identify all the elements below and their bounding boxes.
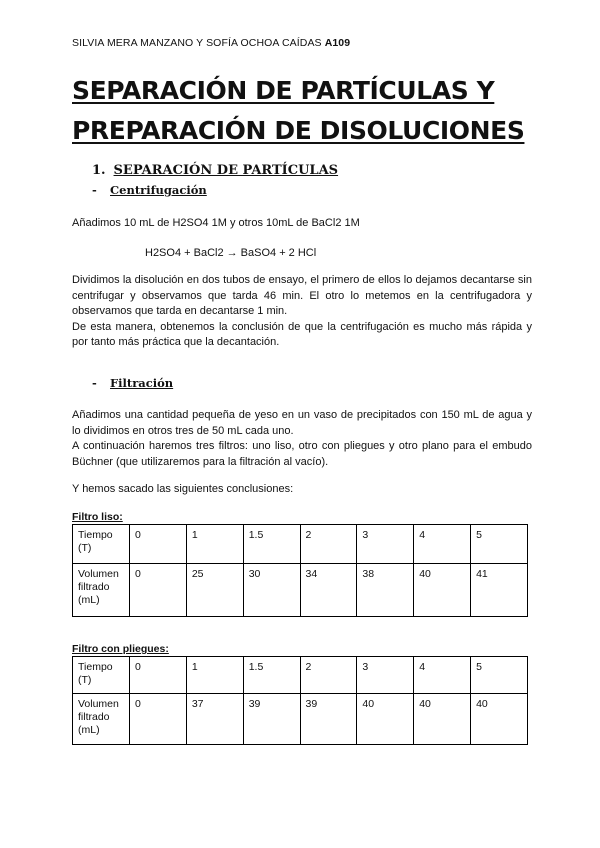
- document-title-line-2: PREPARACIÓN DE DISOLUCIONES: [72, 116, 525, 145]
- paragraph-centrifugation-results: [72, 273, 532, 351]
- table-filtro-pliegues: [72, 656, 528, 745]
- table-row-tiempo: [73, 657, 528, 694]
- table-cell: 2: [300, 657, 357, 694]
- table-cell: 3: [357, 525, 414, 564]
- row-label-volumen: Volumen filtrado (mL): [73, 564, 130, 617]
- paragraph-yeso: Añadimos una cantidad pequeña de yeso en un vaso de precipitados con 150 mL de agua y lo dividimos en otros tres de 50 mL cada uno.: [72, 409, 532, 437]
- section-title: SEPARACIÓN DE PARTÍCULAS: [113, 163, 339, 178]
- table-cell: 0: [130, 564, 187, 617]
- group-code: A109: [324, 37, 351, 49]
- table-cell: 4: [414, 657, 471, 694]
- table-cell: 5: [471, 657, 528, 694]
- table-cell: 2: [300, 525, 357, 564]
- table-cell: 39: [300, 694, 357, 745]
- document-title-line-1: SEPARACIÓN DE PARTÍCULAS Y: [72, 76, 495, 105]
- table-cell: 0: [130, 525, 187, 564]
- table-cell: 38: [357, 564, 414, 617]
- table-cell: 40: [414, 694, 471, 745]
- paragraph-decantation: Dividimos la disolución en dos tubos de ensayo, el primero de ellos lo dejamos decantarse sin centrifugar y observamos que tarda 46 min. El otro lo metemos en la centrifugadora y observamos que tarda en decantarse 1 min.: [72, 274, 532, 317]
- table-cell: 39: [243, 694, 300, 745]
- table-cell: 40: [414, 564, 471, 617]
- table-row-volumen: [73, 564, 528, 617]
- paragraph-conclusions-intro: Y hemos sacado las siguientes conclusiones:: [72, 483, 294, 495]
- section-number: 1.: [92, 163, 106, 178]
- table-cell: 5: [471, 525, 528, 564]
- table-label-filtro-liso: Filtro liso:: [72, 511, 123, 523]
- row-label-tiempo: Tiempo (T): [73, 525, 130, 564]
- table-cell: 1: [186, 525, 243, 564]
- section-heading-separacion: [92, 163, 338, 178]
- page-header: [72, 37, 350, 49]
- table-cell: 1.5: [243, 525, 300, 564]
- table-filtro-liso: [72, 524, 528, 617]
- table-label-filtro-pliegues: Filtro con pliegues:: [72, 643, 169, 655]
- table-cell: 0: [130, 694, 187, 745]
- table-cell: 34: [300, 564, 357, 617]
- row-label-volumen: Volumen filtrado (mL): [73, 694, 130, 745]
- table-cell: 4: [414, 525, 471, 564]
- table-cell: 1.5: [243, 657, 300, 694]
- table-cell: 30: [243, 564, 300, 617]
- chemical-equation: H2SO4 + BaCl2 → BaSO4 + 2 HCl: [145, 247, 317, 259]
- paragraph-filtration-setup: [72, 408, 532, 470]
- table-row-tiempo: [73, 525, 528, 564]
- bullet-dash: -: [92, 183, 97, 197]
- table-cell: 40: [357, 694, 414, 745]
- bullet-dash: -: [92, 376, 97, 390]
- paragraph-conclusion: De esta manera, obtenemos la conclusión de que la centrifugación es mucho más rápida y por tanto más práctica que la decantación.: [72, 320, 532, 348]
- table-cell: 40: [471, 694, 528, 745]
- table-cell: 0: [130, 657, 187, 694]
- paragraph-reagents: Añadimos 10 mL de H2SO4 1M y otros 10mL de BaCl2 1M: [72, 217, 360, 229]
- authors-text: SILVIA MERA MANZANO Y SOFÍA OCHOA CAÍDAS: [72, 37, 322, 49]
- paragraph-filters: A continuación haremos tres filtros: uno liso, otro con pliegues y otro plano para el embudo Büchner (que utilizaremos para la filtración al vacío).: [72, 440, 532, 468]
- table-cell: 37: [186, 694, 243, 745]
- table-row-volumen: [73, 694, 528, 745]
- subheading-title: Filtración: [110, 376, 174, 390]
- row-label-tiempo: Tiempo (T): [73, 657, 130, 694]
- table-cell: 25: [186, 564, 243, 617]
- subheading-title: Centrifugación: [110, 183, 207, 197]
- table-cell: 3: [357, 657, 414, 694]
- table-cell: 1: [186, 657, 243, 694]
- table-cell: 41: [471, 564, 528, 617]
